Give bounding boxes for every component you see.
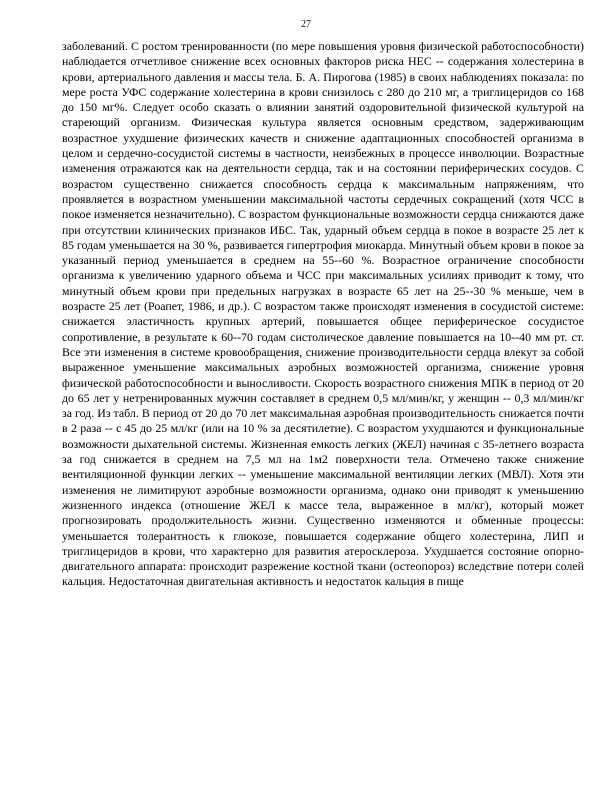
body-paragraph: заболеваний. С ростом тренированности (по мере повышения уровня физической работоспособности) наблюдается отчетливое снижение всех основных факторов риска НЕС -- содержания холестерина в крови, артериального давления и массы тела. Б. А. Пирогова (1985) в своих наблюдениях показала: по мере роста УФС содержание холестерина в крови снизилось с 280 до 210 мг, а триглицеридов со 168 до 150 мг%. Следует особо сказать о влиянии занятий оздоровительной физической культурой на стареющий организм. Физическая культура является основным средством, задерживающим возрастное ухудшение физических качеств и снижение адаптационных способностей организма в целом и сердечно-сосудистой системы в частности, неизбежных в процессе инволюции. Возрастные изменения отражаются как на деятельности сердца, так и на состоянии периферических сосудов. С возрастом существенно снижается способность сердца к максимальным напряжениям, что проявляется в возрастном уменьшении максимальной частоты сердечных сокращений (хотя ЧСС в покое изменяется незначительно). С возрастом функциональные возможности сердца снижаются даже при отсутствии клинических признаков ИБС. Так, ударный объем сердца в покое в возрасте 25 лет к 85 годам уменьшается на 30 %, развивается гипертрофия миокарда. Минутный объем крови в покое за указанный период уменьшается в среднем на 55--60 %. Возрастное ограничение способности организма к увеличению ударного объема и ЧСС при максимальных усилиях приводит к тому, что минутный объем крови при предельных нагрузках в возрасте 65 лет на 25--30 % меньше, чем в возрасте 25 лет (Роапет, 1986, и др.). С возрастом также происходят изменения в сосудистой системе: снижается эластичность крупных артерий, повышается общее периферическое сосудистое сопротивление, в результате к 60--70 годам систолическое давление повышается на 10--40 мм рт. ст. Все эти изменения в системе кровообращения, снижение производительности сердца влекут за собой выраженное уменьшение максимальных аэробных возможностей организма, снижение уровня физической работоспособности и выносливости. Скорость возрастного снижения МПК в период от 20 до 65 лет у нетренированных мужчин составляет в среднем 0,5 мл/мин/кг, у женщин -- 0,3 мл/мин/кг за год. Из табл. В период от 20 до 70 лет максимальная аэробная производительность снижается почти в 2 раза -- с 45 до 25 мл/кг (или на 10 % за десятилетие). С возрастом ухудшаются и функциональные возможности дыхательной системы. Жизненная емкость легких (ЖЕЛ) начиная с 35-летнего возраста за год снижается в среднем на 7,5 мл на 1м2 поверхности тела. Отмечено также снижение вентиляционной функции легких -- уменьшение максимальной вентиляции легких (МВЛ). Хотя эти изменения не лимитируют аэробные возможности организма, однако они приводят к уменьшению жизненного индекса (отношение ЖЕЛ к массе тела, выраженное в мл/кг), который может прогнозировать продолжительность жизни. Существенно изменяются и обменные процессы: уменьшается толерантность к глюкозе, повышается содержание общего холестерина, ЛИП и триглицеридов в крови, что характерно для развития атеросклероза. Ухудшается состояние опорно-двигательного аппарата: происходит разрежение костной ткани (остеопороз) вследствие потери солей кальция. Недостаточная двигательная активность и недостаток кальция в пище xyxy=(62,39,584,589)
page-number: 27 xyxy=(301,19,311,30)
